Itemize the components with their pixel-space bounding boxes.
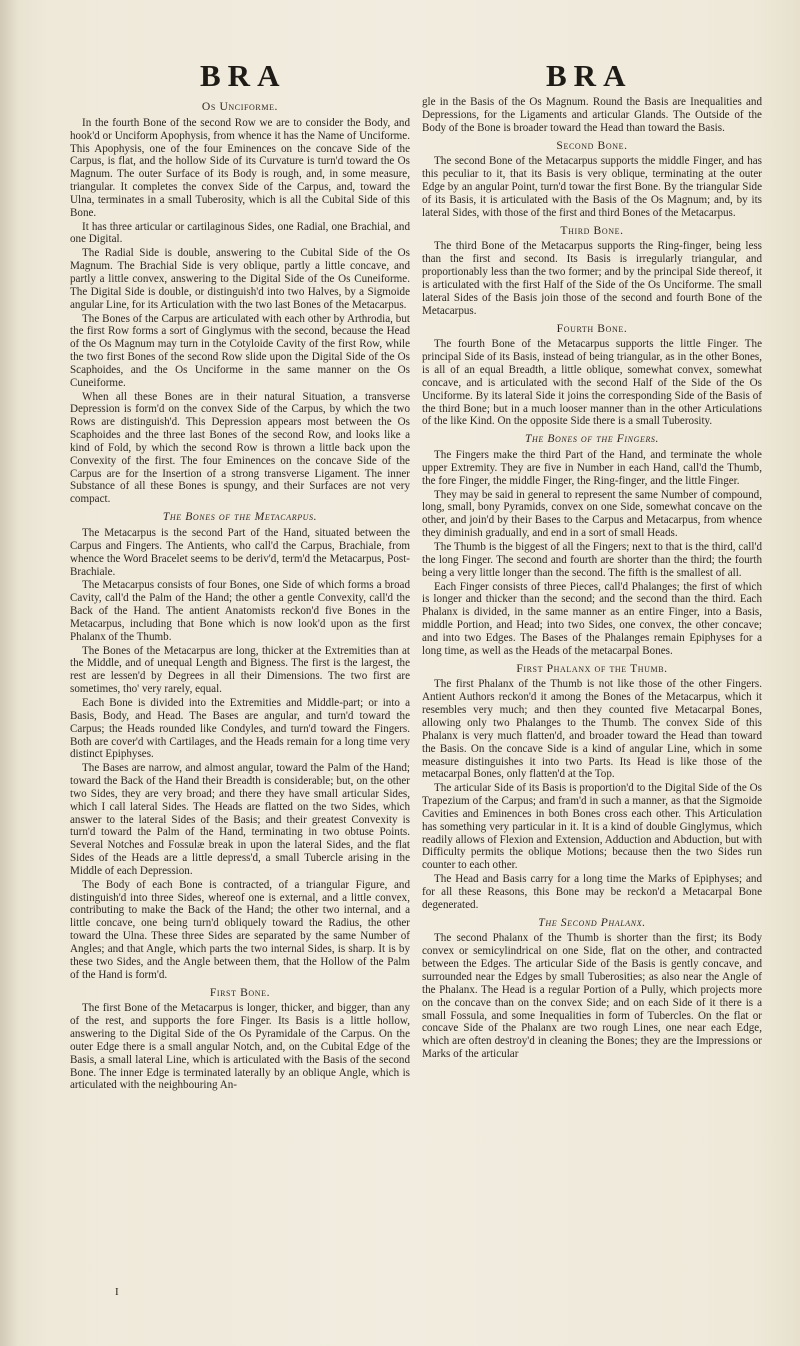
body-paragraph: The articular Side of its Basis is proportion'd to the Digital Side of the Os Trapezium of the Carpus; and fram'd in such a manner, as that the Sigmoide Cavities and Eminences in both Bones cross each other. This Articulation has something very particular in it. It is a kind of double Ginglymus, which readily allows of Flexion and Extension, Adduction and Abduction, but with Difficulty permits the oblique Motions; because then the two Sides run counter to each other. (422, 782, 762, 872)
page-edge-shadow (0, 0, 18, 1346)
page-number: I (115, 1286, 119, 1298)
body-paragraph: The fourth Bone of the Metacarpus supports the little Finger. The principal Side of its Basis, instead of being triangular, as in the other Bones, is all of an equal Breadth, a little oblique, somewhat convex, somewhat concave, and is articulated with the second Half of the Side of the Os Unciforme. By its lateral Side it joins the corresponding Side of the Basis of the third Bone; but in a much looser manner than in the other Articulations of the like Kind. On the opposite Side there is a small Tuberosity. (422, 338, 762, 428)
section-heading: Fourth Bone. (556, 321, 628, 335)
running-head-left: BRA (200, 58, 287, 93)
body-paragraph: The Bones of the Metacarpus are long, thicker at the Extremities than at the Middle, and of unequal Length and Bigness. The first is the largest, the rest are lessen'd by Degrees in all their Dimensions. The two first are sometimes, tho' very rarely, equal. (70, 644, 410, 696)
body-paragraph: The Fingers make the third Part of the Hand, and terminate the whole upper Extremity. They are five in Number in each Hand, call'd the Thumb, the fore Finger, the middle Finger, the Ring-finger, and the little Finger. (422, 449, 762, 487)
right-text-column (422, 96, 762, 1062)
body-paragraph: gle in the Basis of the Os Magnum. Round the Basis are Inequalities and Depressions, for the Ligaments and articular Glands. The Outside of the Body of the Bone is broader toward the Head than toward the Basis. (422, 96, 762, 134)
section-heading: The Bones of the Fingers. (524, 432, 660, 446)
section-heading: First Phalanx of the Thumb. (516, 661, 668, 675)
section-heading: First Bone. (209, 985, 271, 999)
section-heading: The Second Phalanx. (538, 915, 646, 929)
running-head-right: BRA (546, 58, 633, 93)
body-paragraph: The Bases are narrow, and almost angular, toward the Palm of the Hand; toward the Back of the Hand their Breadth is considerable; but, on the other two Sides, they are very broad; and there they have small articular Sides, which I call lateral Sides. The Heads are flatted on the two Sides, which answer to the lateral Sides of the Basis; and their greatest Convexity is turn'd toward the Palm of the Hand, terminating in two obtuse Points. Several Notches and Fossulæ break in upon the lateral Sides, and the flat Sides of the Heads are a little depress'd, a small Tubercle arising in the Middle of each Depression. (70, 762, 410, 877)
body-paragraph: When all these Bones are in their natural Situation, a transverse Depression is form'd on the convex Side of the Carpus, by which the two Rows are distinguish'd. This Depression appears most between the Os Scaphoides and the three last Bones of the second Row, and looks like a kind of Fold, by which the second Row is thrown a little back upon the Convexity of the first. The four Eminences on the concave Side of the Carpus are for the Insertion of a strong transverse Ligament. The inner Substance of all these Bones is spungy, and their Surfaces are not very compact. (70, 390, 410, 506)
body-paragraph: The Radial Side is double, answering to the Cubital Side of the Os Magnum. The Brachial Side is very oblique, partly a little concave, and partly a little convex, answering to the Digital Side of the Os Cuneiforme. The Digital Side is double, or distinguish'd into two Halves, by a Sigmoide angular Line, for its Articulation with the two last Bones of the Metacarpus. (70, 247, 410, 311)
body-paragraph: The Metacarpus consists of four Bones, one Side of which forms a broad Cavity, call'd the Palm of the Hand; the other a gentle Convexity, call'd the Back of the Hand. The antient Anatomists reckon'd five Bones in the Metacarpus, including that Bone which is now look'd upon as the first Phalanx of the Thumb. (70, 579, 410, 643)
section-heading: Os Unciforme. (201, 100, 279, 113)
body-paragraph: The Head and Basis carry for a long time the Marks of Epiphyses; and for all these Reasons, this Bone may be reckon'd a Metacarpal Bone degenerated. (422, 873, 762, 911)
body-paragraph: The second Bone of the Metacarpus supports the middle Finger, and has this peculiar to it, that its Basis is very oblique, terminating at the outer Edge by an angular Point, turn'd towar the first Bone. By the triangular Side of its Basis, it is articulated with the Basis of the Os Magnum; and, by its lateral Sides, with those of the first and third Bones of the Metacarpus. (422, 155, 762, 219)
body-paragraph: Each Bone is divided into the Extremities and Middle-part; or into a Basis, Body, and Head. The Bases are angular, and turn'd toward the Carpus; the Heads rounded like Condyles, and turn'd toward the Fingers. Both are cover'd with Cartilages, and the Heads remain for a long time very distinct Epiphyses. (70, 696, 410, 761)
left-text-column (70, 96, 410, 1093)
body-paragraph: The Body of each Bone is contracted, of a triangular Figure, and distinguish'd into three Sides, whereof one is external, and a little convex, contributing to make the Back of the Hand; the other two internal, and a little concave, one being turn'd obliquely toward the Radius, the other toward the Ulna. These three Sides are separated by the same Number of Angles; and that Angle, which parts the two internal Sides, is sharp. It is by these two Sides, and the Angle between them, that the Hollow of the Palm of the Hand is form'd. (70, 878, 410, 981)
body-paragraph: The third Bone of the Metacarpus supports the Ring-finger, being less than the first and second. Its Basis is irregularly triangular, and proportionably less than the two former; and by the principal Side thereof, it is articulated with the first Half of the Side of the Os Unciforme. The small lateral Sides of the Basis join those of the second and fourth Bone of the Metacarpus. (422, 240, 762, 317)
section-heading: The Bones of the Metacarpus. (162, 510, 318, 524)
body-paragraph: In the fourth Bone of the second Row we are to consider the Body, and hook'd or Unciform Apophysis, from whence it has the Name of Unciforme. This Apophysis, one of the four Eminences on the concave Side of the Carpus, is flat, and the hollow Side of its Curvature is turn'd toward the Os Magnum. The outer Surface of its Body is rough, and, in some measure, triangular. It completes the convex Side of the Carpus, and, toward the Ulna, terminates in a small Tuberosity, which is all the Cubital Side of this Bone. (70, 116, 410, 219)
body-paragraph: Each Finger consists of three Pieces, call'd Phalanges; the first of which is longer and thicker than the second; and the second than the third. Each Phalanx is divided, in the same manner as an entire Finger, into a Basis, middle Portion, and Head; into two Sides, one convex, the other concave; and into two Edges. The Bases of the Phalanges remain Epiphyses for a long time, as well as the Heads of the metacarpal Bones. (422, 580, 762, 657)
body-paragraph: The Metacarpus is the second Part of the Hand, situated between the Carpus and Fingers. The Antients, who call'd the Carpus, Brachiale, from whence the Word Bracelet seems to be deriv'd, term'd the Metacarpus, Post-Brachiale. (70, 527, 410, 578)
section-heading: Third Bone. (560, 223, 624, 237)
body-paragraph: It has three articular or cartilaginous Sides, one Radial, one Brachial, and one Digital. (70, 220, 410, 246)
body-paragraph: The Bones of the Carpus are articulated with each other by Arthrodia, but the first Row forms a sort of Ginglymus with the second, because the Head of the Os Magnum may turn in the Cotyloide Cavity of the first Row, while the two first Bones of the second Row slide upon the Digital Side of the Os Scaphoides, and the Os Unciforme in the same manner on the Os Cuneiforme. (70, 312, 410, 389)
body-paragraph: The first Bone of the Metacarpus is longer, thicker, and bigger, than any of the rest, and supports the fore Finger. Its Basis is a little hollow, answering to the Digital Side of the Os Pyramidale of the Carpus. On the outer Edge there is a small angular Notch, and, on the Cubital Edge of the Basis, a small lateral Line, which is articulated with the Basis of the second Bone. The inner Edge is terminated laterally by an oblique Angle, which is articulated with the neighbouring An- (70, 1002, 410, 1092)
body-paragraph: The Thumb is the biggest of all the Fingers; next to that is the third, call'd the long Finger. The second and fourth are shorter than the third; the fourth being a very little longer than the second. The fifth is the smallest of all. (422, 541, 762, 579)
body-paragraph: The first Phalanx of the Thumb is not like those of the other Fingers. Antient Authors reckon'd it among the Bones of the Metacarpus, which it resembles very much; and then they counted five Metacarpal Bones, allowing only two Phalanges to the Thumb. The convex Side of this Phalanx is very much flatten'd, and broader toward the Head than toward the Basis. On the concave Side is a kind of angular Line, which in some measure distinguishes it into two Parts. Its Head is like those of the metacarpal Bones, only flatten'd at the Top. (422, 678, 762, 781)
body-paragraph: They may be said in general to represent the same Number of compound, long, small, bony Pyramids, convex on one Side, somewhat concave on the other, and join'd by their Bases to the Carpus and Metacarpus, from whence they diminish gradually, and end in a sort of small Heads. (422, 488, 762, 540)
section-heading: Second Bone. (556, 138, 628, 152)
body-paragraph: The second Phalanx of the Thumb is shorter than the first; its Body convex or semicylindrical on one Side, flat on the other, and contracted between the Edges. The articular Side of the Basis is gently concave, and surrounded near the Edges by small Tuberosities; as also near the Angle of the Phalanx. The Head is a regular Portion of a Pully, which projects more on the concave than on the convex Side; and on each Side of it there is a small Fossula, and some Inequalities in form of Tubercles. On the flat or concave Side of the Phalanx are two rough Lines, one near each Edge, which are often destroy'd in cleaning the Bones; they are the Impressions or Marks of the articular (422, 932, 762, 1061)
